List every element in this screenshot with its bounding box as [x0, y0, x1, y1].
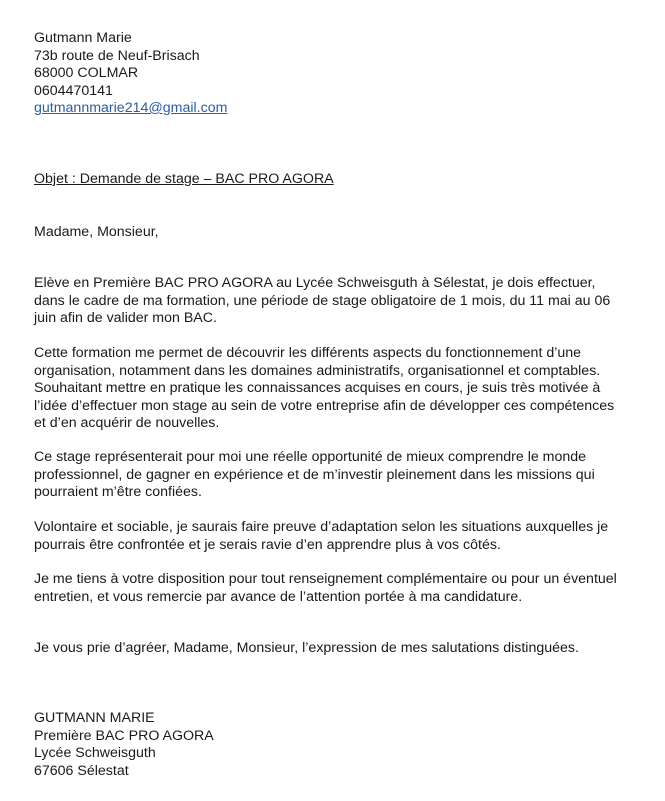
paragraph-line: Elève en Première BAC PRO AGORA au Lycée Schweisguth à Sélestat, je dois effectuer,	[34, 275, 596, 291]
paragraph-line: Ce stage représenterait pour moi une réelle opportunité de mieux comprendre le monde	[34, 449, 587, 465]
paragraph-4	[34, 519, 634, 554]
paragraph-line: dans le cadre de ma formation, une période de stage obligatoire de 1 mois, du 11 mai au 06	[34, 292, 611, 309]
subject-text: Objet : Demande de stage – BAC PRO AGORA	[34, 171, 334, 187]
salutation-text: Madame, Monsieur,	[34, 224, 159, 240]
paragraph-line: pourraient m’être confiées.	[34, 484, 202, 500]
signature-city: 67606 Sélestat	[34, 762, 129, 779]
closing-text: Je vous prie d’agréer, Madame, Monsieur, l’expression de mes salutations distinguées.	[34, 640, 579, 656]
sender-phone: 0604470141	[34, 82, 113, 99]
signature-name: GUTMANN MARIE	[34, 710, 155, 726]
paragraph-3	[34, 449, 634, 502]
paragraph-2	[34, 345, 634, 433]
paragraph-line: et d’en acquérir de nouvelles.	[34, 415, 220, 431]
paragraph-line: organisation, notamment dans les domaines administratifs, organisationnel et comptables.	[34, 362, 601, 379]
paragraph-line: l’idée d’effectuer mon stage au sein de votre entreprise afin de développer ces compétences	[34, 397, 615, 414]
subject-line	[34, 171, 634, 189]
paragraph-line: Souhaitant mettre en pratique les connaissances acquises en cours, je suis très motivée à	[34, 380, 601, 396]
paragraph-line: Cette formation me permet de découvrir les différents aspects du fonctionnement d’une	[34, 345, 582, 361]
sender-email-link[interactable]: gutmannmarie214@gmail.com	[34, 100, 228, 116]
closing-formula	[34, 640, 634, 658]
sender-name: Gutmann Marie	[34, 30, 132, 46]
signature-class: Première BAC PRO AGORA	[34, 727, 214, 744]
signature-block	[34, 710, 634, 780]
sender-street: 73b route de Neuf-Brisach	[34, 47, 200, 64]
paragraph-5	[34, 571, 634, 606]
salutation	[34, 224, 634, 242]
paragraph-line: Je me tiens à votre disposition pour tout renseignement complémentaire ou pour un éventuel	[34, 571, 617, 587]
paragraph-line: Volontaire et sociable, je saurais faire preuve d’adaptation selon les situations auxquelles je	[34, 519, 609, 535]
paragraph-1	[34, 275, 634, 328]
paragraph-line: pourrais être confrontée et je serais ravie d’en apprendre plus à vos côtés.	[34, 536, 501, 553]
paragraph-line: professionnel, de gagner en expérience et de m’investir pleinement dans les missions qui	[34, 466, 595, 483]
paragraph-line: juin afin de valider mon BAC.	[34, 310, 217, 326]
sender-city: 68000 COLMAR	[34, 65, 139, 81]
signature-school: Lycée Schweisguth	[34, 745, 156, 761]
sender-address	[34, 30, 634, 118]
paragraph-line: entretien, et vous remercie par avance de l’attention portée à ma candidature.	[34, 588, 523, 605]
